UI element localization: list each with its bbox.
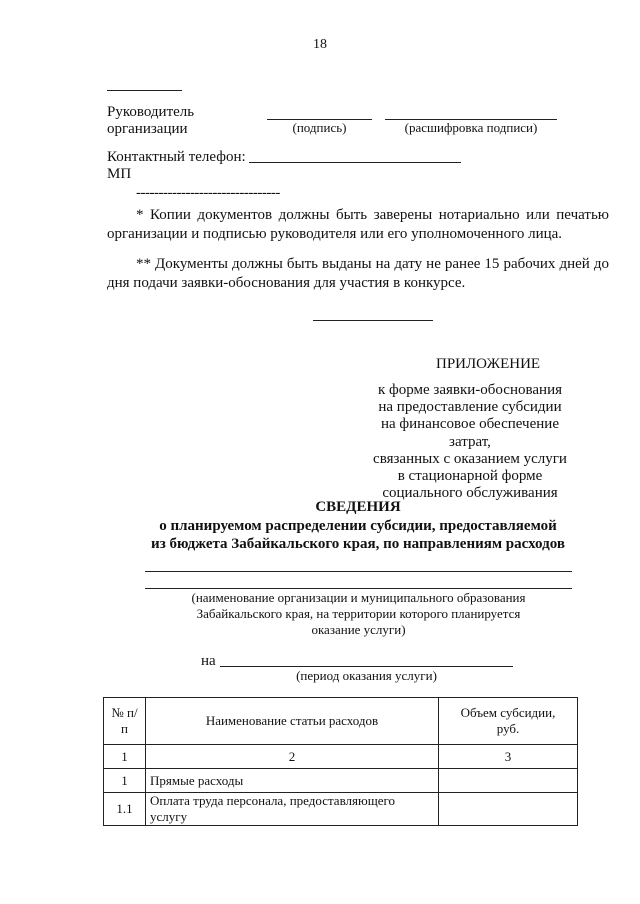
head-label-line2: организации: [107, 121, 188, 137]
stamp-label: МП: [107, 166, 132, 182]
appendix-line: связанных с оказанием услуги: [373, 450, 567, 467]
top-short-rule: [107, 90, 182, 91]
org-name-line-1: [145, 571, 572, 572]
header-amount: Объем субсидии, руб.: [439, 698, 578, 745]
table-numbering-row: [104, 745, 578, 769]
header-name: Наименование статьи расходов: [146, 698, 439, 745]
numbering-cell: 1: [104, 745, 146, 769]
document-heading: [0, 498, 640, 554]
row-name: Прямые расходы: [146, 769, 439, 793]
page-number: 18: [313, 37, 327, 52]
table-header-row: [104, 698, 578, 745]
appendix-line: социального обслуживания: [382, 485, 558, 502]
signature-caption: (подпись): [292, 120, 347, 135]
row-num: 1: [104, 769, 146, 793]
numbering-cell: 2: [146, 745, 439, 769]
heading-title: СВЕДЕНИЯ: [315, 499, 401, 515]
org-caption: [145, 590, 572, 638]
appendix-line: в стационарной форме: [397, 468, 543, 485]
footnote-separator: --------------------------------: [136, 185, 280, 201]
numbering-cell: 3: [439, 745, 578, 769]
appendix-line: к форме заявки-обоснования: [378, 382, 562, 398]
row-name: Оплата труда персонала, предоставляющего услугу: [146, 793, 439, 826]
period-line: [220, 666, 513, 667]
footnote-2: ** Документы должны быть выданы на дату не ранее 15 рабочих дней до дня подачи заявки-обоснования для участия в конкурсе.: [107, 256, 609, 291]
org-caption-line2: Забайкальского края, на территории которого планируется: [196, 606, 521, 621]
table-row: [104, 769, 578, 793]
period-prefix: на: [201, 653, 216, 669]
head-label-line1: Руководитель: [107, 104, 195, 120]
contact-phone-label: Контактный телефон:: [107, 149, 246, 165]
period-caption: (период оказания услуги): [296, 668, 437, 683]
appendix-line: на предоставление субсидии: [378, 399, 562, 416]
appendix-title: ПРИЛОЖЕНИЕ: [436, 356, 541, 372]
appendix-line: на финансовое обеспечение затрат,: [381, 416, 559, 450]
org-caption-line3: оказание услуги): [311, 622, 406, 637]
section-divider: [313, 320, 433, 321]
subsidy-allocation-table: [103, 697, 578, 826]
org-caption-line1: (наименование организации и муниципального образования: [191, 590, 526, 605]
footnote-1: * Копии документов должны быть заверены нотариально или печатью организации и подписью руководителя или его уполномоченного лица.: [107, 207, 609, 242]
table-row: [104, 793, 578, 826]
heading-line2: из бюджета Забайкальского края, по направлениям расходов: [151, 536, 565, 552]
decryption-caption: (расшифровка подписи): [404, 120, 538, 135]
org-name-line-2: [145, 588, 572, 589]
appendix-lines: [360, 382, 580, 502]
row-amount: [439, 769, 578, 793]
header-num: № п/п: [104, 698, 146, 745]
row-num: 1.1: [104, 793, 146, 826]
heading-line1: о планируемом распределении субсидии, предоставляемой: [159, 517, 557, 534]
contact-phone-line: [249, 162, 461, 163]
row-amount: [439, 793, 578, 826]
